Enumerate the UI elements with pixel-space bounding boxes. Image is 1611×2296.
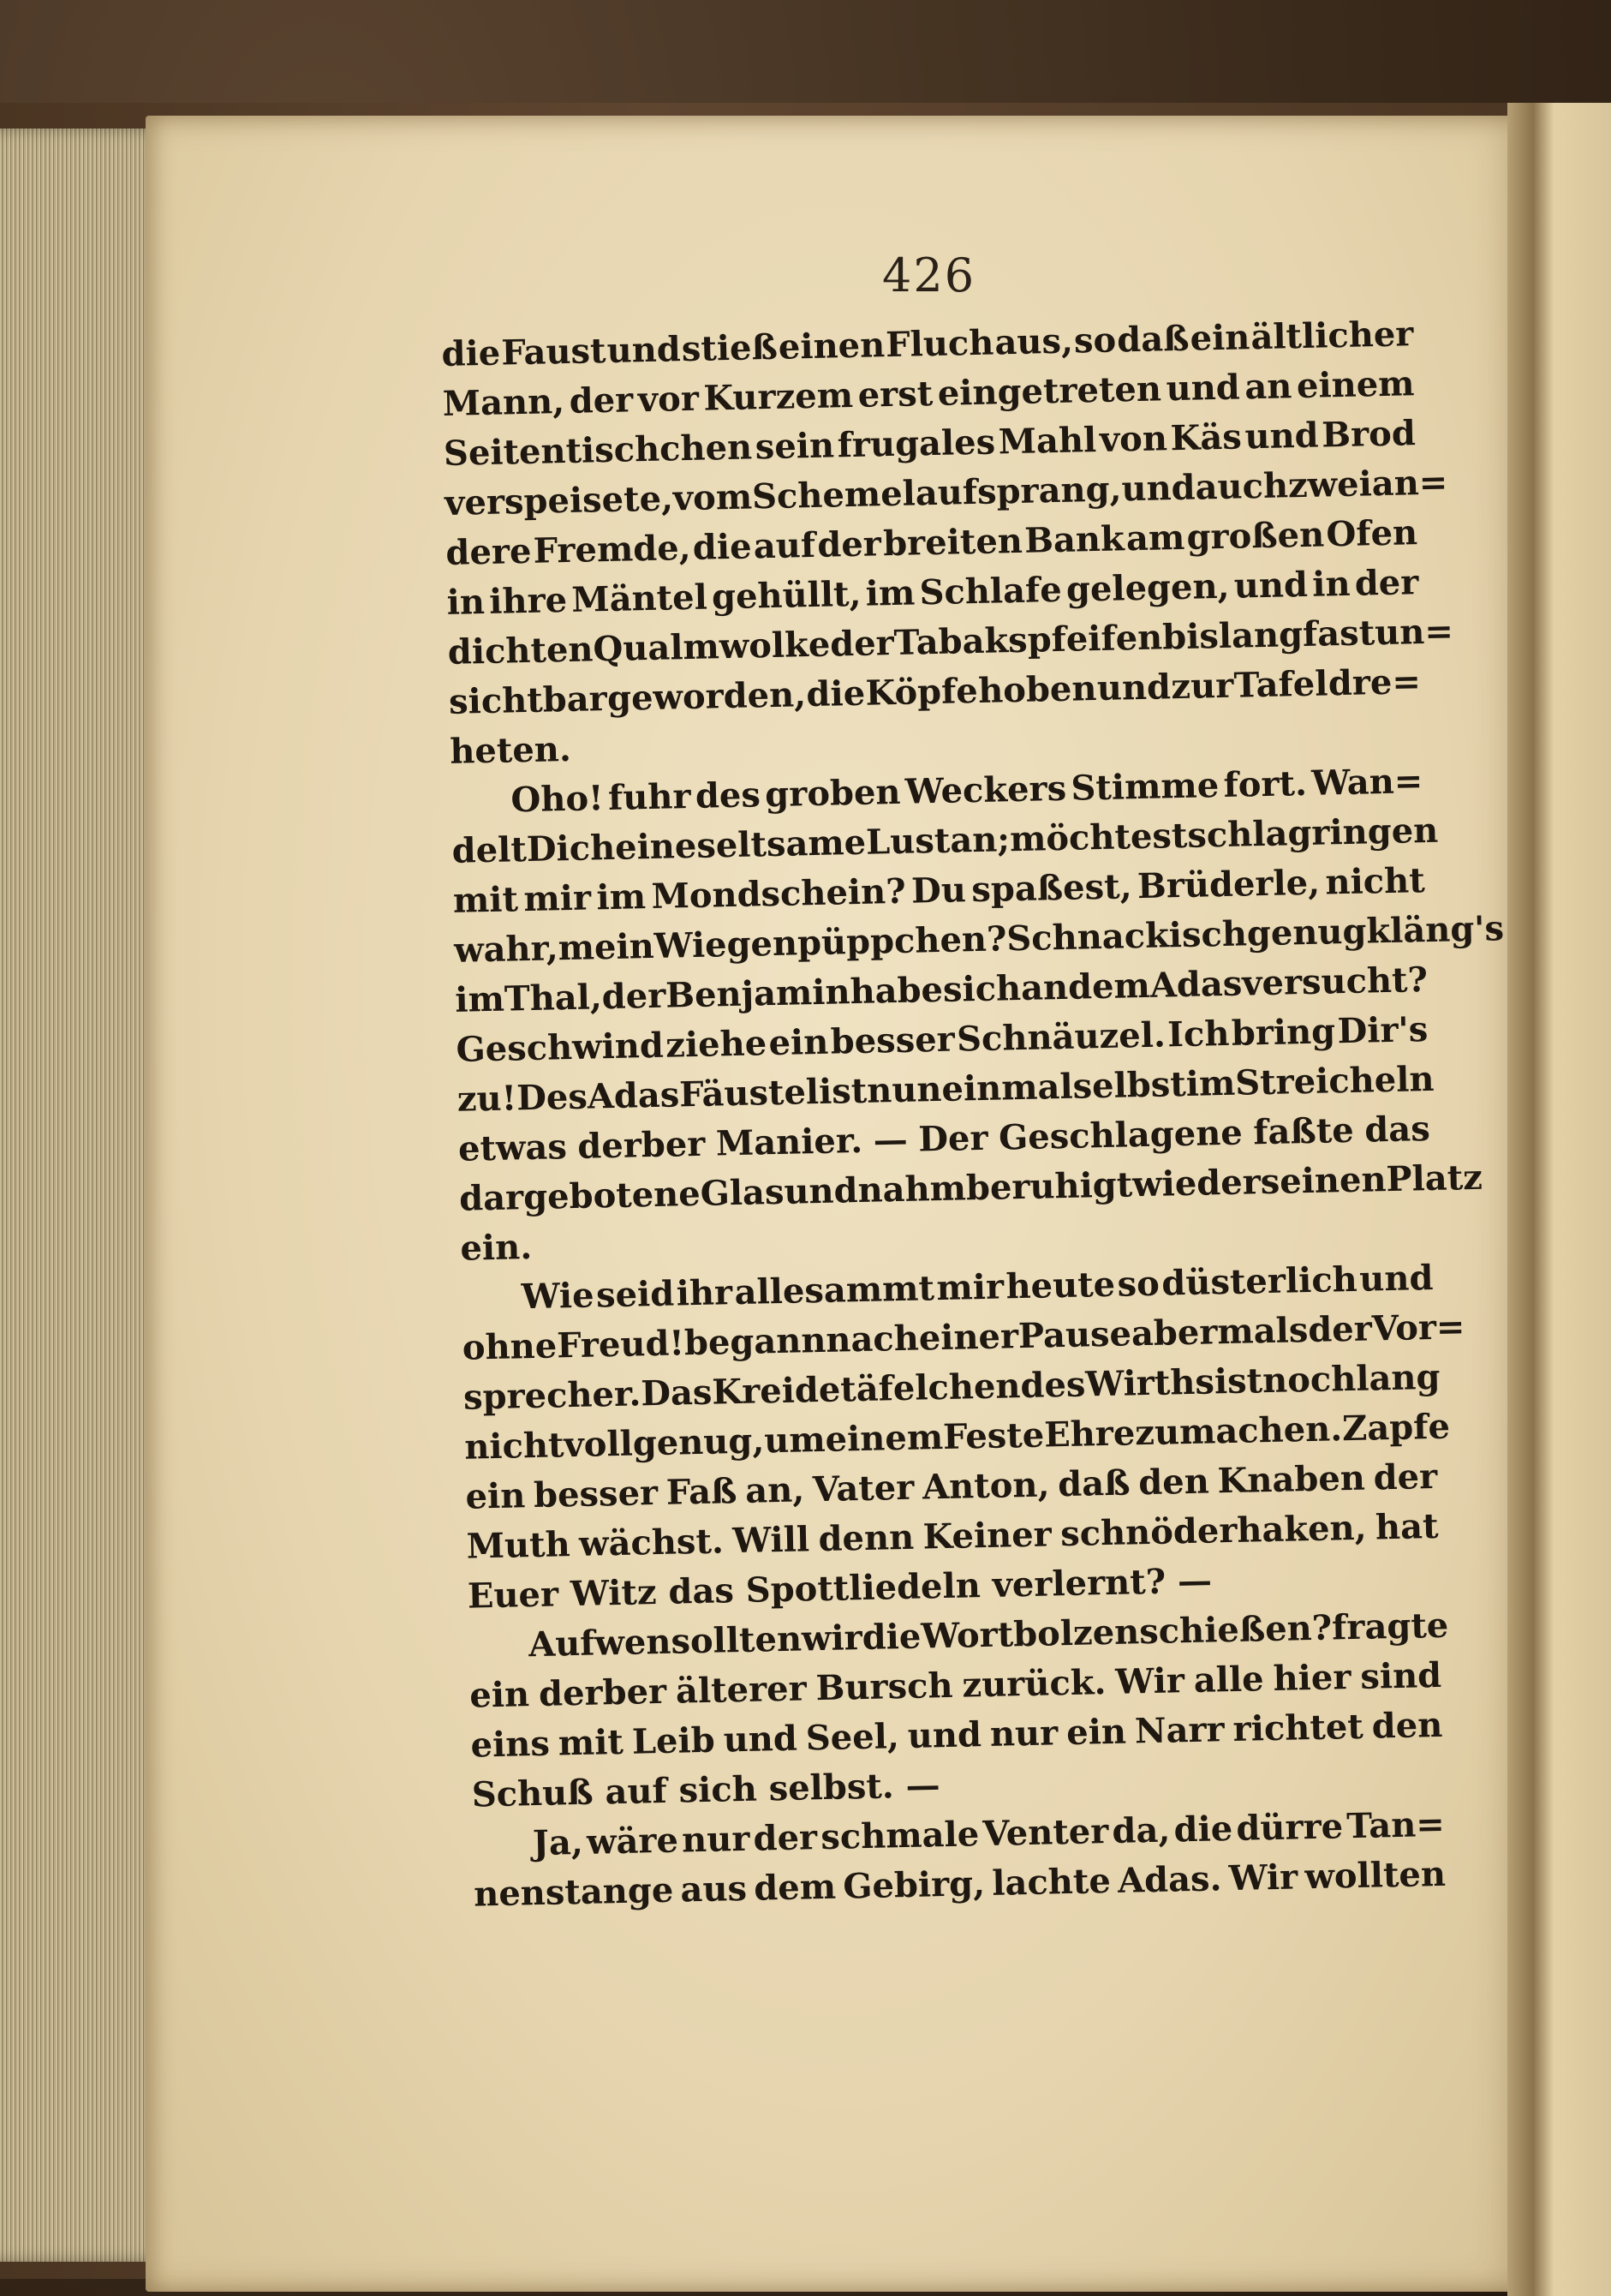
text-line: nicht voll genug, um einem Feste Ehre zu machen. Zapfe — [463, 1406, 1451, 1468]
text-line: Schuß auf sich selbst. — — [471, 1765, 941, 1815]
page-edges — [0, 129, 167, 2262]
text-line: verspeisete, vom Schemel aufsprang, und auch zwei an= — [444, 462, 1448, 523]
text-line: ohne Freud! begann nach einer Pause abermals der Vor= — [462, 1306, 1465, 1368]
text-line: Seitentischchen sein frugales Mahl von Käs und Brod — [443, 413, 1417, 474]
text-line: Muth wächst. Will denn Keiner schnöderhaken, hat — [466, 1505, 1439, 1567]
text-line: Ja, wäre nur der schmale Venter da, die dürre Tan= — [532, 1803, 1446, 1864]
text-line: wahr, mein Wiegenpüppchen? Schnackisch genug kläng's — [453, 908, 1505, 971]
text-line: etwas derber Manier. — Der Geschlagene faßte das — [457, 1109, 1431, 1169]
text-line: heten. — [449, 728, 572, 772]
text-line: ein derber älterer Bursch zurück. Wir alle hier sind — [468, 1654, 1442, 1716]
text-line: Euer Witz das Spottliedeln verlernt? — — [467, 1560, 1213, 1617]
text-line: ein. — [459, 1227, 533, 1269]
text-line: die Faust und stieß einen Fluch aus, so daß ein ältlicher — [441, 314, 1414, 374]
text-line: Wie seid ihr allesammt mir heute so düsterlich und — [521, 1257, 1434, 1318]
book-gutter — [1507, 103, 1611, 2296]
text-line: eins mit Leib und Seel, und nur ein Narr richtet den — [470, 1704, 1443, 1766]
text-line: dichten Qualmwolke der Tabakspfeifen bislang fast un= — [447, 611, 1454, 673]
text-line: Geschwind ziehe ein besser Schnäuzel. Ich bring Dir's — [456, 1009, 1429, 1070]
text-line: im Thal, der Benjamin habe sich an dem Adas versucht? — [454, 960, 1429, 1020]
text-line: Oho! fuhr des groben Weckers Stimme fort. Wan= — [510, 761, 1423, 821]
text-line: Mann, der vor Kurzem erst eingetreten und an einem — [442, 363, 1415, 424]
body-text — [441, 309, 1505, 1919]
text-line: delt Dich eine seltsame Lust an; möchtest schlagringen — [451, 810, 1439, 871]
text-line: Auf wen sollten wir die Wortbolzen schießen? fragte — [528, 1605, 1449, 1665]
text-line: dargebotene Glas und nahm beruhigt wieder seinen Platz — [458, 1157, 1483, 1219]
page-number: 426 — [882, 248, 976, 302]
text-line: dere Fremde, die auf der breiten Bank am großen Ofen — [445, 512, 1418, 573]
text-line: mit mir im Mondschein? Du spaßest, Brüderle, nicht — [452, 860, 1426, 921]
text-line: zu! Des Adas Fäustel ist nun einmal selbst im Streicheln — [456, 1058, 1435, 1120]
text-line: ein besser Faß an, Vater Anton, daß den Knaben der — [465, 1456, 1438, 1517]
text-line: in ihre Mäntel gehüllt, im Schlafe gelegen, und in der — [446, 562, 1419, 623]
text-line: nenstange aus dem Gebirg, lachte Adas. Wir wollten — [473, 1853, 1447, 1915]
text-line: sprecher. Das Kreidetäfelchen des Wirths ist noch lang — [462, 1356, 1441, 1418]
text-line: sichtbar geworden, die Köpfe hoben und zur Tafel dre= — [448, 661, 1422, 722]
